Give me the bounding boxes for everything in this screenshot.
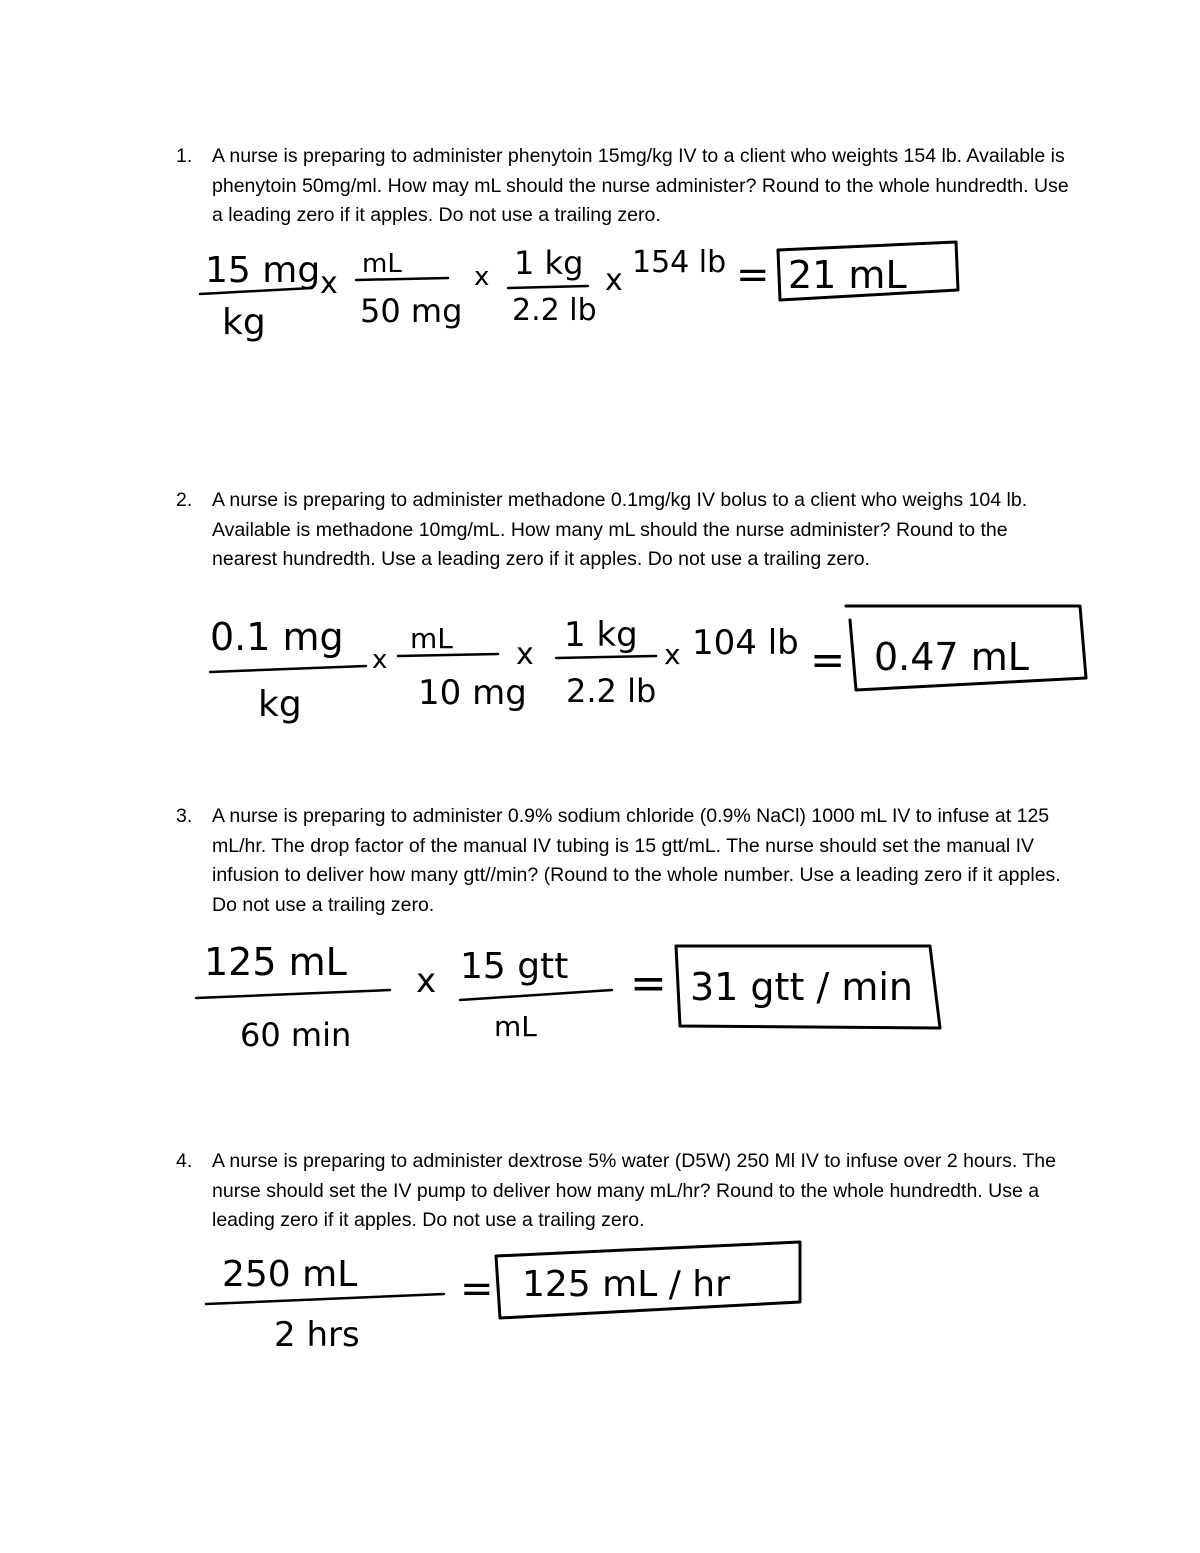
fraction-3-denominator: 2.2 lb	[512, 293, 597, 328]
fraction-3-bar	[556, 656, 656, 658]
question-number: 2.	[176, 489, 193, 511]
question-text: A nurse is preparing to administer dextrose 5% water (D5W) 250 Ml IV to infuse over 2 hours. The nurse should set the IV pump to deliver how many mL/hr? Round to the whole hundredth. Use a leading zero if it apples. Do not use a trailing zero.	[212, 1150, 1056, 1231]
fraction-2-denominator: mL	[494, 1010, 537, 1043]
times-sign: x	[516, 637, 534, 672]
fraction-1-denominator: kg	[222, 302, 266, 343]
fraction-2-numerator: 15 gtt	[460, 946, 569, 987]
question-text: A nurse is preparing to administer methadone 0.1mg/kg IV bolus to a client who weighs 104 lb. Available is methadone 10mg/mL. How many mL should the nurse administer? Round to the nearest hundredth. Use a leading zero if it apples. Do not use a trailing zero.	[212, 489, 1028, 570]
times-sign: x	[605, 263, 623, 298]
question-number: 1.	[176, 145, 193, 167]
times-sign: x	[416, 961, 437, 1001]
equals-sign: =	[460, 1266, 494, 1312]
extra-factor: 154 lb	[632, 245, 727, 280]
times-sign: x	[320, 266, 338, 301]
fraction-2-numerator: mL	[410, 622, 453, 655]
fraction-1-denominator: 2 hrs	[274, 1315, 360, 1355]
equals-sign: =	[736, 252, 770, 298]
fraction-3-numerator: 1 kg	[564, 615, 638, 655]
fraction-1-bar	[206, 1294, 444, 1304]
fraction-1-numerator: 15 mg	[205, 250, 321, 291]
fraction-1-numerator: 250 mL	[222, 1254, 358, 1295]
fraction-2-denominator: 50 mg	[360, 292, 463, 330]
fraction-2-bar	[460, 990, 612, 1000]
question-text: A nurse is preparing to administer phenytoin 15mg/kg IV to a client who weights 154 lb. Available is phenytoin 50mg/ml. How may mL should the nurse administer? Round to the whole hundredth. Use a leading zero if it apples. Do not use a trailing zero.	[212, 145, 1069, 226]
extra-factor: 104 lb	[692, 623, 799, 663]
fraction-1-denominator: kg	[258, 684, 302, 725]
fraction-1-numerator: 125 mL	[204, 940, 347, 984]
question-number: 4.	[176, 1150, 193, 1172]
work-2	[210, 606, 1086, 725]
fraction-3-bar	[508, 286, 588, 288]
question-number: 3.	[176, 805, 193, 827]
work-3	[196, 940, 940, 1054]
work-1	[200, 242, 958, 343]
answer: 125 mL / hr	[522, 1264, 730, 1305]
equals-sign: =	[630, 958, 667, 1009]
work-4	[206, 1242, 800, 1355]
times-sign: x	[372, 645, 388, 675]
fraction-2-numerator: mL	[362, 249, 402, 279]
fraction-1-denominator: 60 min	[240, 1016, 352, 1054]
question-text: A nurse is preparing to administer 0.9% sodium chloride (0.9% NaCl) 1000 mL IV to infuse at 125 mL/hr. The drop factor of the manual IV tubing is 15 gtt/mL. The nurse should set the manual IV infusion to deliver how many gtt//min? (Round to the whole number. Use a leading zero if it apples. Do not use a trailing zero.	[212, 805, 1061, 916]
fraction-1-bar	[210, 666, 366, 672]
fraction-1-bar	[196, 990, 390, 998]
times-sign: x	[474, 262, 490, 292]
equals-sign: =	[810, 635, 846, 684]
fraction-2-denominator: 10 mg	[418, 673, 527, 713]
fraction-3-numerator: 1 kg	[514, 244, 584, 282]
answer: 21 mL	[788, 253, 907, 297]
fraction-3-denominator: 2.2 lb	[566, 672, 657, 710]
answer: 0.47 mL	[874, 635, 1029, 679]
fraction-1-numerator: 0.1 mg	[210, 615, 344, 659]
answer: 31 gtt / min	[690, 965, 913, 1009]
times-sign: x	[664, 638, 681, 671]
